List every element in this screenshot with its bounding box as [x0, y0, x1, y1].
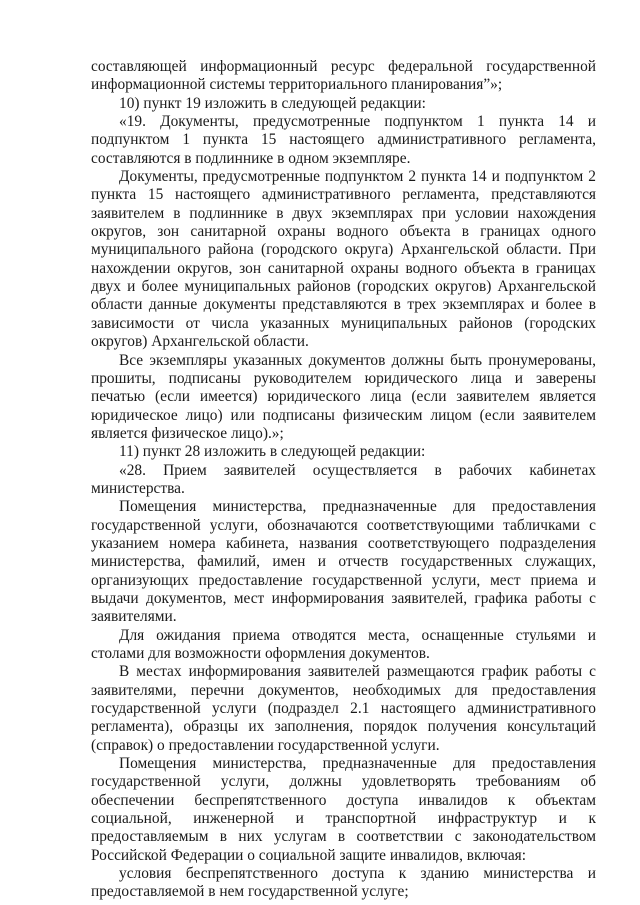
paragraph-copies-numbered: Все экземпляры указанных документов должны быть пронумерованы, прошиты, подписаны руководителем юридического лица и заверены печатью (если имеется) юридического лица (если заявителем является юридическое лицо) или подписаны физическим лицом (если заявителем является физическое лицо).»; — [91, 351, 596, 442]
paragraph-premises-signs: Помещения министерства, предназначенные для предоставления государственной услуги, обозначаются соответствующими табличками с указанием номера кабинета, названия соответствующего подразделения министерства, фамилий, имен и отчеств государственных служащих, организующих предоставление государственной услуги, мест приема и выдачи документов, мест информирования заявителей, графика работы с заявителями. — [91, 498, 596, 626]
document-body — [91, 58, 596, 902]
paragraph-info-places: В местах информирования заявителей размещаются график работы с заявителями, перечни документов, необходимых для предоставления государственной услуги (подраздел 2.1 настоящего административного регламента), образцы их заполнения, порядок получения консультаций (справок) о предоставлении государственной услуги. — [91, 663, 596, 754]
paragraph-point-28: «28. Прием заявителей осуществляется в рабочих кабинетах министерства. — [91, 461, 596, 497]
paragraph-item-10: 10) пункт 19 изложить в следующей редакции: — [119, 94, 426, 112]
paragraph-point-19: «19. Документы, предусмотренные подпунктом 1 пункта 14 и подпунктом 1 пункта 15 настоящего административного регламента, составляются в подлиннике в одном экземпляре. — [91, 113, 596, 167]
paragraph-waiting-places: Для ожидания приема отводятся места, оснащенные стульями и столами для возможности оформления документов. — [91, 626, 596, 662]
paragraph-item-11: 11) пункт 28 изложить в следующей редакции: — [119, 443, 426, 461]
paragraph-accessibility: Помещения министерства, предназначенные для предоставления государственной услуги, должны удовлетворять требованиям об обеспечении беспрепятственного доступа инвалидов к объектам социальной, инженерной и транспортной инфраструктур и к предоставляемым в них услугам в соответствии с законодательством Российской Федерации о социальной защите инвалидов, включая: — [91, 755, 596, 864]
paragraph-access-conditions: условия беспрепятственного доступа к зданию министерства и предоставляемой в нем государственной услуге; — [91, 865, 596, 901]
paragraph-continuation: составляющей информационный ресурс федеральной государственной информационной системы территориального планирования”»; — [91, 58, 596, 94]
paragraph-documents-copies: Документы, предусмотренные подпунктом 2 пункта 14 и подпунктом 2 пункта 15 настоящего административного регламента, представляются заявителем в подлиннике в двух экземплярах при условии нахождения округов, зон санитарной охраны водного объекта в границах одного муниципального района (городского округа) Архангельской области. При нахождении округов, зон санитарной охраны водного объекта в границах двух и более муниципальных районов (городских округов) Архангельской области данные документы представляются в трех экземплярах и более в зависимости от числа указанных муниципальных районов (городских округов) Архангельской области. — [91, 168, 596, 351]
